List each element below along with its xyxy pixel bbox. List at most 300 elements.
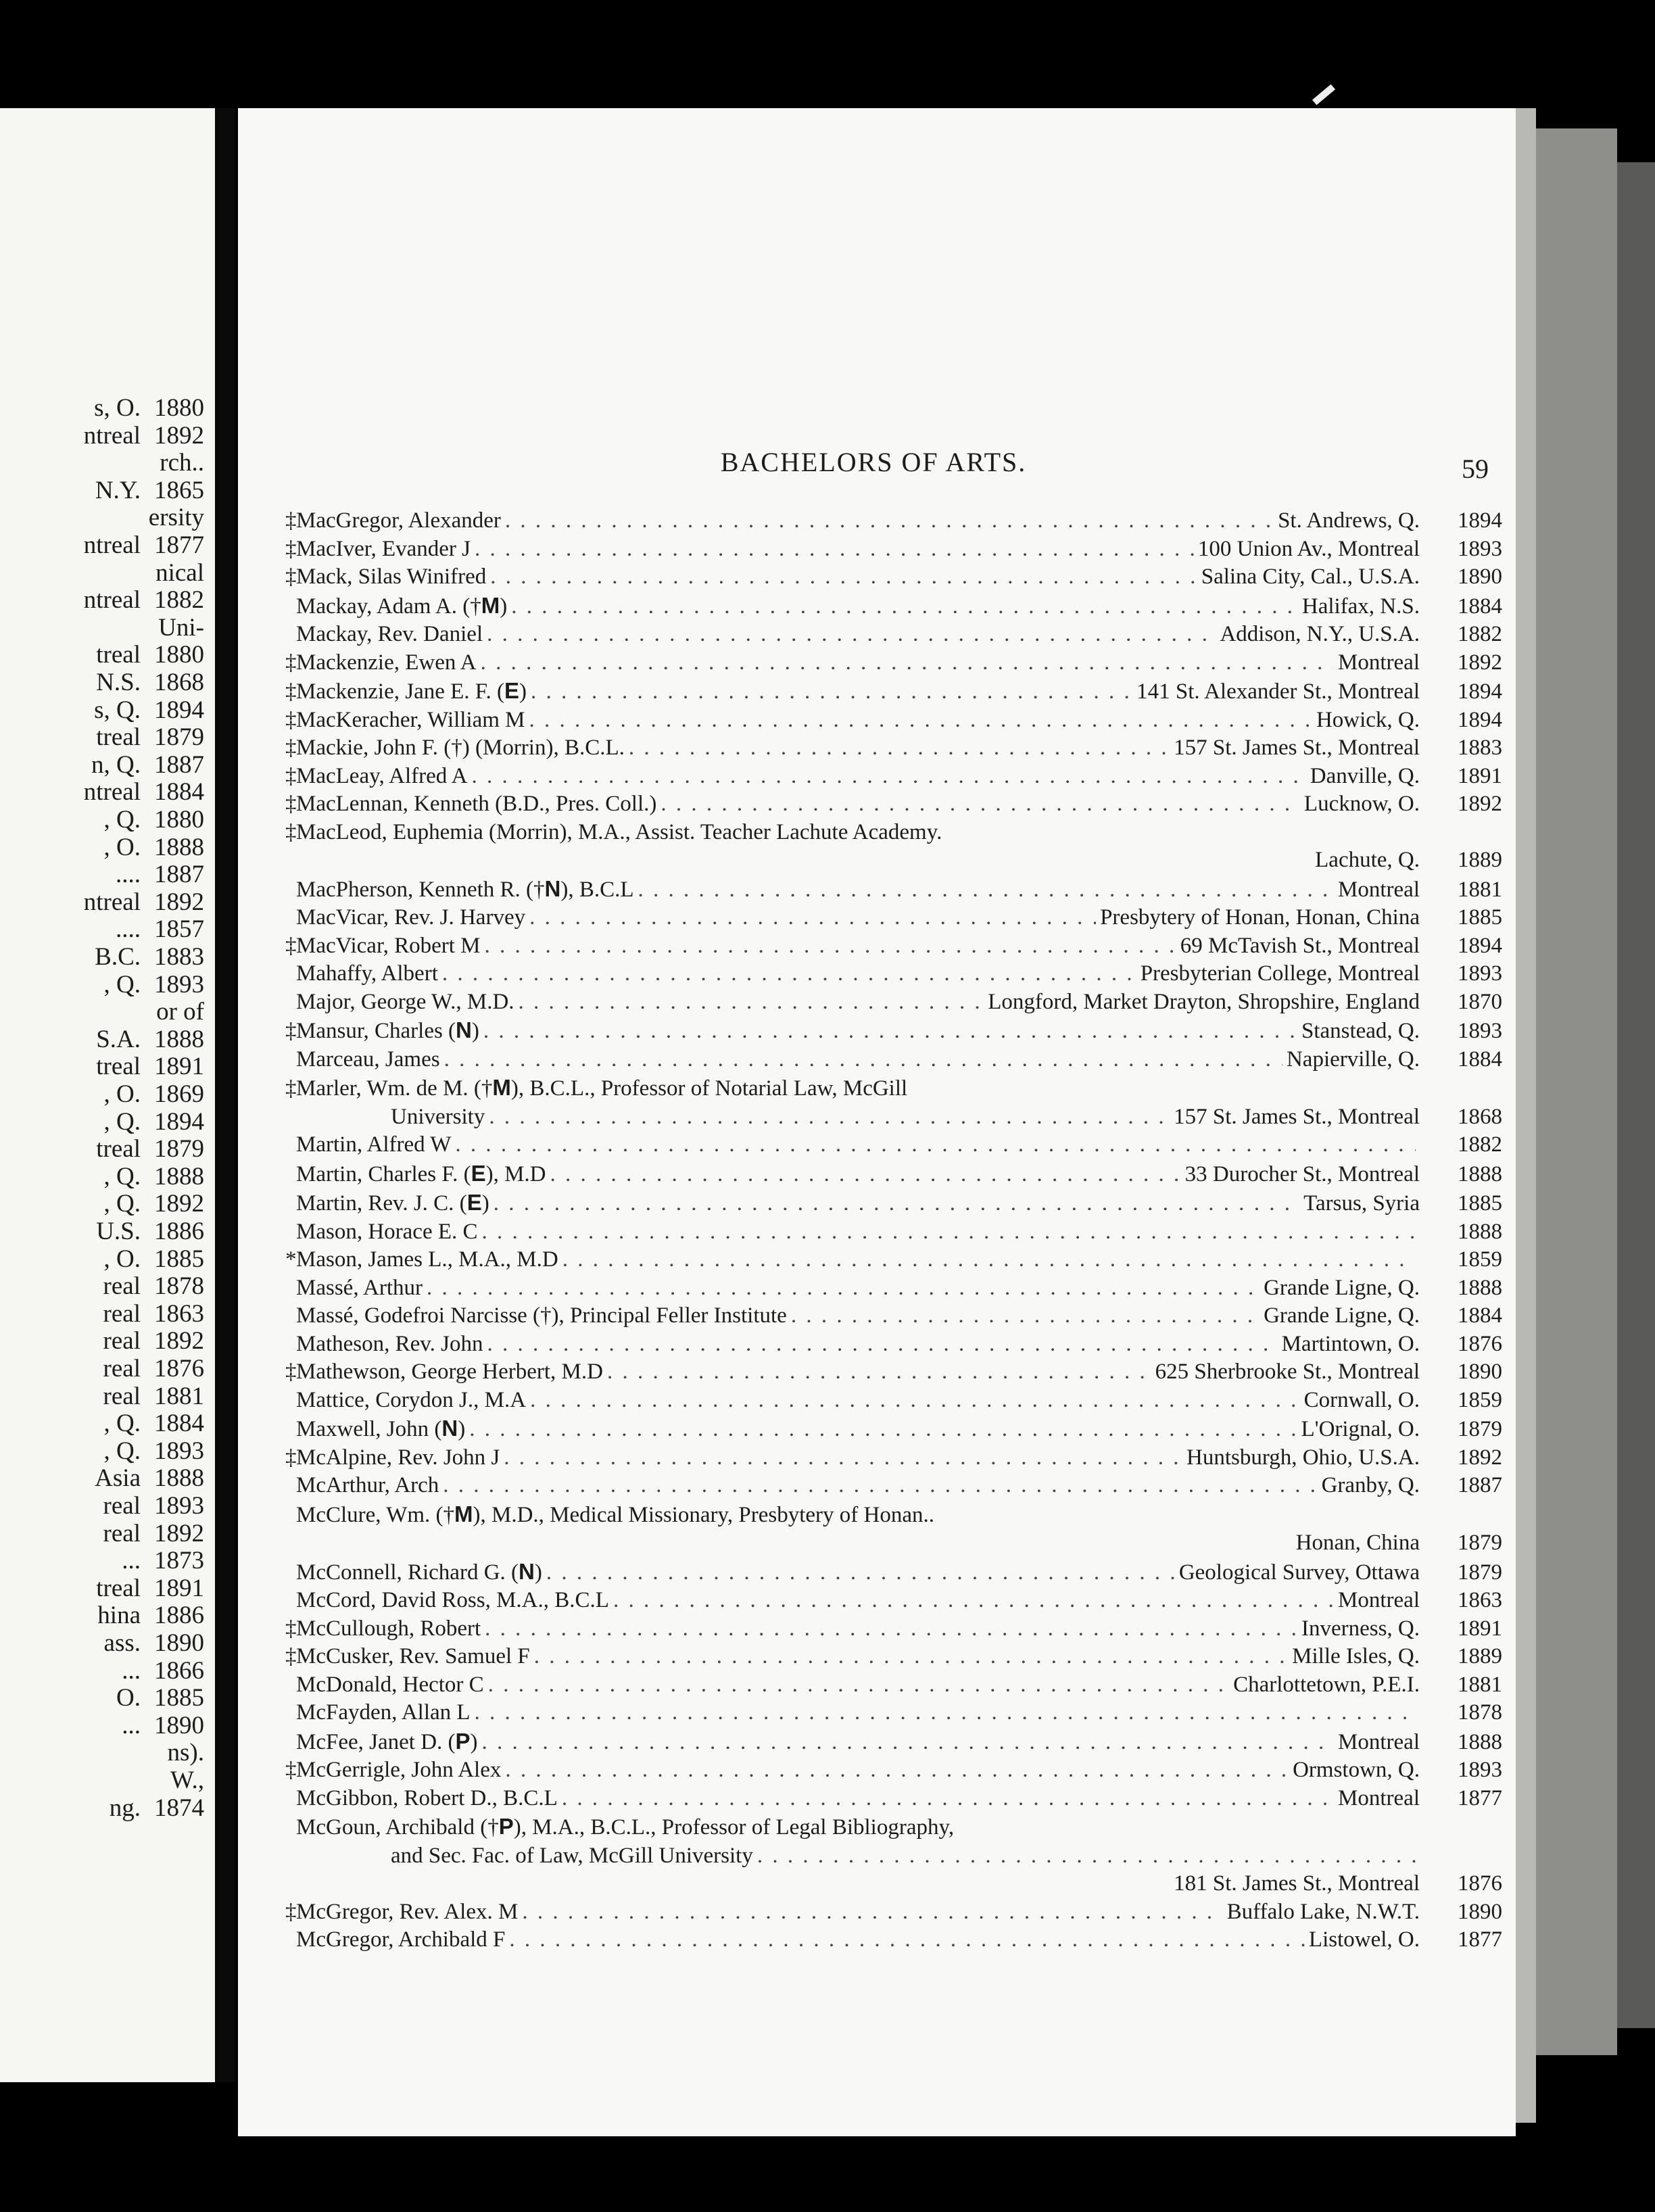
entry-line [285,1785,1502,1813]
facing-page-year: 1866 [154,1656,204,1685]
facing-page-text: real [103,1355,141,1382]
graduate-entry [285,1218,1502,1247]
name-text-suffix: ), B.C.L., Professor of Notarial Law, McGill [510,1076,908,1101]
graduate-name [296,960,438,988]
facing-page-line [122,1658,204,1683]
address: 157 St. James St., Montreal [1174,1104,1420,1129]
facing-page-year: 1888 [154,1025,204,1053]
facing-page-year: 1892 [154,888,204,916]
facing-page-text: ntreal [83,888,141,916]
degree-letter: P [498,1814,514,1839]
address: Montreal [1338,1785,1420,1810]
graduation-year: 1890 [1458,1899,1502,1924]
entry-line [285,1643,1502,1671]
graduate-entry [285,1699,1502,1727]
facing-page-line [104,807,204,832]
entry-mark: ‡ [285,1644,297,1668]
name-text: McGregor, Archibald F [296,1927,506,1952]
address: Grande Ligne, Q. [1264,1303,1420,1328]
facing-page-line [156,999,204,1024]
name-text: McCord, David Ross, M.A., B.C.L [296,1588,609,1612]
facing-page-line [104,1109,204,1134]
facing-page-line [104,1247,204,1272]
facing-page-line [103,1493,204,1518]
facing-page-line [103,1274,204,1299]
graduation-year: 1884 [1458,594,1502,619]
entry-line [285,1898,1502,1927]
entry-mark: ‡ [285,564,297,589]
facing-page-text: ntreal [83,778,141,807]
name-text: Mathewson, George Herbert, M.D [296,1360,603,1384]
graduation-year: 1882 [1458,622,1502,646]
graduation-year: 1894 [1458,679,1502,704]
graduation-year: 1888 [1458,1161,1502,1186]
facing-page-line [95,478,204,503]
facing-page-year: 1880 [154,394,204,422]
graduate-entry [285,507,1502,535]
entry-mark: ‡ [285,736,297,760]
facing-page-text: real [103,1299,141,1328]
graduate-name [296,1358,603,1387]
graduate-name [296,1785,558,1813]
facing-page-line [104,1164,204,1189]
graduate-name [296,932,481,961]
entry-line [285,1246,1502,1274]
degree-letter: P [455,1728,471,1754]
facing-page-line [104,1631,204,1656]
entry-line [285,1414,1502,1444]
book-gutter [215,108,235,2082]
address: Montreal [1338,1729,1420,1754]
name-text: Mackay, Adam A. († [296,594,481,619]
facing-page-text: rch.. [160,449,204,477]
graduation-year: 1888 [1458,1729,1502,1754]
leader-dots [607,1358,1151,1387]
graduate-name [296,763,468,791]
graduate-entry [285,1302,1502,1330]
address: Geological Survey, Ottawa [1178,1560,1420,1585]
facing-page-line [84,890,204,915]
name-text: Mansur, Charles ( [296,1019,456,1043]
graduate-entry [285,649,1502,677]
entry-continuation-line [285,1103,1502,1132]
name-text: Martin, Rev. J. C. ( [296,1191,467,1216]
facing-page-text: N.S. [96,669,141,696]
leader-dots [546,1559,1175,1587]
graduate-name [296,1699,471,1727]
graduate-name [296,875,634,905]
graduate-entry [285,1643,1502,1671]
facing-page-line [94,698,204,723]
facing-page-line [122,1548,204,1573]
leader-dots [469,1416,1297,1444]
entry-line [285,1159,1502,1189]
entry-line [285,1016,1502,1046]
graduate-name [296,649,477,677]
graduation-year: 1889 [1458,848,1502,872]
entry-line [285,1188,1502,1218]
facing-page-year: 1857 [154,915,204,944]
graduation-year: 1891 [1458,763,1502,788]
facing-page-line [103,1384,204,1409]
graduate-name [296,1444,500,1472]
graduation-year: 1888 [1458,1275,1502,1300]
facing-page-line [95,944,204,969]
address: Lucknow, O. [1303,792,1420,816]
entry-line [285,1330,1502,1359]
address: Charlottetown, P.E.I. [1233,1672,1420,1697]
entry-mark: ‡ [285,1616,297,1641]
entry-line [285,1074,1502,1103]
facing-page-year: 1883 [154,943,204,971]
facing-page-line [104,1082,204,1107]
address: 157 St. James St., Montreal [1174,736,1420,760]
name-text: MacVicar, Rev. J. Harvey [296,905,526,930]
facing-page-text: ntreal [83,586,141,615]
graduate-name [296,1472,439,1500]
name-text: Massé, Arthur [296,1275,423,1300]
degree-letter: M [481,592,500,618]
facing-page-line [122,1713,204,1738]
graduation-year: 1881 [1458,877,1502,902]
degree-letter: M [454,1501,473,1526]
entry-mark: ‡ [285,1899,297,1924]
address: Huntsburgh, Ohio, U.S.A. [1186,1445,1420,1470]
name-text: McFee, Janet D. ( [296,1729,456,1754]
name-text-suffix: ) [470,1729,478,1754]
facing-page-text: O. [116,1684,141,1712]
name-text: Mason, Horace E. C [296,1219,478,1244]
entry-line [285,1131,1502,1159]
address: Napierville, Q. [1286,1047,1420,1072]
address: 100 Union Av., Montreal [1197,536,1420,561]
name-text: Mackay, Rev. Daniel [296,622,483,646]
graduation-year: 1889 [1458,1644,1502,1668]
leader-dots [661,790,1300,819]
name-text: MacLennan, Kenneth (B.D., Pres. Coll.) [296,792,657,816]
facing-page-text: ns). [167,1739,204,1767]
facing-page-year: 1892 [154,1190,204,1218]
facing-page-text: treal [96,1135,141,1163]
graduate-entry [285,875,1502,905]
graduation-year: 1893 [1458,961,1502,986]
leader-dots [638,876,1335,905]
graduate-name [296,1558,542,1587]
graduate-entry [285,1587,1502,1615]
graduate-entry [285,1558,1502,1587]
graduation-year: 1894 [1458,508,1502,533]
address: 69 McTavish St., Montreal [1180,933,1420,958]
graduate-name [296,1046,440,1074]
graduation-year: 1885 [1458,1191,1502,1216]
entry-line [285,1812,1502,1842]
name-text: MacPherson, Kenneth R. († [296,877,545,902]
leader-dots [475,535,1194,564]
graduate-name [296,535,471,564]
graduate-entry [285,904,1502,932]
name-text: Matheson, Rev. John [296,1331,483,1356]
graduate-entry [285,819,1502,875]
entry-line [285,1671,1502,1700]
entry-line [285,734,1502,763]
graduate-name [296,790,656,819]
entry-line [285,875,1502,905]
facing-page-line [96,1027,204,1052]
name-text-suffix: ) [481,1191,489,1216]
name-text: McGregor, Rev. Alex. M [296,1899,519,1924]
entry-continuation-line [285,846,1502,875]
entry-line [285,790,1502,819]
graduate-name [296,904,525,932]
facing-page-year: 1876 [154,1355,204,1382]
facing-page-year: 1865 [154,476,204,504]
name-text: Mackenzie, Ewen A [296,650,477,675]
address: 33 Durocher St., Montreal [1184,1161,1420,1186]
graduate-entry [285,1074,1502,1131]
leader-dots [519,988,984,1017]
graduate-entry [285,1159,1502,1189]
degree-letter: E [504,678,520,703]
leader-dots [494,1190,1299,1218]
entry-mark: ‡ [285,763,297,788]
facing-page-year: 1882 [154,586,204,615]
entry-line [285,535,1502,564]
entry-mark: ‡ [285,1019,297,1043]
graduate-entry [285,621,1502,649]
graduate-name [296,1246,558,1274]
graduate-entry [285,1246,1502,1274]
facing-page-text: n, Q. [91,750,141,779]
facing-page-text: , O. [103,833,141,861]
facing-page-text: B.C. [95,943,141,971]
facing-page-year: 1893 [154,1492,204,1520]
degree-letter: N [519,1558,535,1584]
page-corner-mark [1312,85,1335,105]
graduation-year: 1892 [1458,792,1502,816]
leader-dots [444,1046,1282,1074]
facing-page-text: Uni- [158,613,204,642]
graduation-year: 1879 [1458,1531,1502,1555]
graduation-year: 1894 [1458,933,1502,958]
leader-dots [487,1330,1278,1359]
address: Danville, Q. [1310,763,1420,788]
leader-dots [427,1274,1260,1303]
name-text: McDonald, Hector C [296,1672,484,1697]
address: Inverness, Q. [1301,1616,1420,1641]
entry-mark: ‡ [285,1360,297,1384]
name-text: Marler, Wm. de M. († [296,1076,493,1101]
entry-line [285,819,1502,847]
address: Longford, Market Drayton, Shropshire, England [988,989,1420,1014]
leader-dots [505,507,1274,535]
graduation-year: 1884 [1458,1047,1502,1072]
entry-line [285,1218,1502,1247]
entry-line [285,1472,1502,1500]
name-text: Maxwell, John ( [296,1417,442,1441]
facing-page-fragment [0,108,215,2082]
address: Grande Ligne, Q. [1264,1275,1420,1300]
graduation-year: 1890 [1458,564,1502,589]
address: Honan, China [1295,1531,1420,1555]
facing-page-line [97,1603,204,1628]
graduate-entry [285,988,1502,1017]
graduation-year: 1892 [1458,1445,1502,1470]
graduation-year: 1881 [1458,1672,1502,1697]
facing-page-line [84,423,204,448]
graduation-year: 1884 [1458,1303,1502,1328]
facing-page-line [103,1328,204,1353]
entry-line [285,763,1502,791]
graduation-year: 1876 [1458,1871,1502,1896]
facing-page-text: N.Y. [95,476,141,504]
facing-page-text: U.S. [96,1218,141,1245]
graduate-entry [285,1330,1502,1359]
facing-page-year: 1888 [154,833,204,861]
graduate-name [296,1643,530,1671]
facing-page-line [96,642,204,667]
entry-line [285,1046,1502,1074]
facing-page-line [96,1136,204,1161]
name-text-suffix: ) [534,1560,542,1585]
entry-line [285,1615,1502,1643]
facing-page-line [104,1191,204,1216]
name-text: Massé, Godefroi Narcisse (†), Principal Feller Institute [296,1303,787,1328]
graduate-entry [285,734,1502,763]
facing-page-year: 1887 [154,861,204,889]
facing-page-text: , Q. [103,970,141,999]
graduate-entry [285,790,1502,819]
entry-line [285,649,1502,677]
graduation-year: 1859 [1458,1387,1502,1412]
facing-page-year: 1880 [154,806,204,834]
name-text: MacIver, Evander J [296,536,471,561]
leader-dots [505,1756,1289,1785]
leader-dots [613,1587,1334,1615]
facing-page-text: , O. [103,1245,141,1273]
address: Stanstead, Q. [1301,1019,1420,1043]
address: Martintown, O. [1281,1331,1420,1356]
leader-dots [530,1387,1300,1415]
leader-dots [529,904,1096,932]
entry-mark: ‡ [285,536,297,561]
graduate-entry [285,1016,1502,1046]
leader-dots [757,1842,1416,1871]
facing-page-line [103,1356,204,1381]
degree-letter: E [471,1160,486,1186]
name-text: McAlpine, Rev. John J [296,1445,500,1470]
address: Tarsus, Syria [1303,1191,1420,1216]
entry-mark: ‡ [285,1758,297,1782]
facing-page-line [83,778,204,807]
name-text-suffix: ) [500,594,508,619]
facing-page-line [103,1301,204,1326]
entry-line [285,988,1502,1017]
entry-line [285,1926,1502,1954]
facing-page-text: real [103,1327,141,1355]
entry-mark: ‡ [285,819,297,844]
facing-page-text: real [103,1519,141,1547]
entry-mark: ‡ [285,650,297,675]
facing-page-text: ... [122,1547,141,1575]
entry-continuation-line [285,1870,1502,1898]
leader-dots [488,1671,1229,1700]
name-text: MacVicar, Robert M [296,933,481,958]
page-edge [1516,108,1536,2123]
facing-page-text: , Q. [103,1162,141,1191]
name-text: McFayden, Allan L [296,1700,471,1725]
facing-page-year: 1884 [154,1410,204,1438]
facing-page-text: or of [156,998,204,1026]
name-text: Martin, Charles F. ( [296,1161,471,1186]
graduate-entry [285,1046,1502,1074]
facing-page-line [91,752,204,777]
name-text-suffix: ), M.D [485,1161,546,1186]
facing-page-text: real [103,1272,141,1301]
entry-line [285,1756,1502,1785]
graduate-entry [285,1414,1502,1444]
graduate-name [296,677,527,706]
name-text: MacKeracher, William M [296,707,525,732]
facing-page-text: S.A. [96,1025,141,1053]
graduate-name [296,621,483,649]
entry-line [285,1358,1502,1387]
facing-page-year: 1886 [154,1602,204,1630]
facing-page-line [103,1521,204,1546]
facing-page-year: 1868 [154,669,204,696]
facing-page-line [96,1576,204,1601]
facing-page-text: treal [96,723,141,752]
facing-page-year: 1890 [154,1629,204,1657]
address: Howick, Q. [1316,707,1420,732]
leader-dots [443,1472,1317,1500]
graduate-name [296,1500,934,1530]
graduate-entry [285,1756,1502,1785]
facing-page-year: 1863 [154,1299,204,1328]
entry-line [285,592,1502,621]
facing-page-line [160,450,204,475]
degree-letter: M [492,1075,511,1100]
facing-page-year: 1893 [154,970,204,999]
facing-page-year: 1894 [154,1107,204,1136]
graduate-entry [285,563,1502,592]
degree-letter: N [441,1416,458,1441]
name-text-suffix: ) [458,1417,466,1441]
entry-mark: ‡ [285,1445,297,1470]
graduation-year: 1891 [1458,1616,1502,1641]
facing-page-text: , Q. [103,1190,141,1218]
facing-page-line [168,1740,204,1765]
entry-mark: ‡ [285,679,297,704]
leader-dots [487,621,1216,649]
graduate-entry [285,1926,1502,1954]
entry-line [285,1444,1502,1472]
graduate-name [296,1898,518,1927]
entry-line [285,507,1502,535]
graduate-name [296,1587,609,1615]
leader-dots [509,1926,1305,1954]
name-text: McCullough, Robert [296,1616,481,1641]
continuation-text: and Sec. Fac. of Law, McGill University [391,1843,753,1868]
leader-dots [562,1785,1334,1813]
name-text: Mason, James L., M.A., M.D [296,1247,558,1272]
name-text-suffix: ), M.A., B.C.L., Professor of Legal Bibliography, [513,1815,955,1840]
graduate-entry [285,677,1502,706]
facing-page-year: 1879 [154,1135,204,1163]
graduate-entry [285,706,1502,735]
facing-page-year: 1885 [154,1684,204,1712]
facing-page-text: ... [122,1656,141,1685]
graduate-entry [285,535,1502,564]
